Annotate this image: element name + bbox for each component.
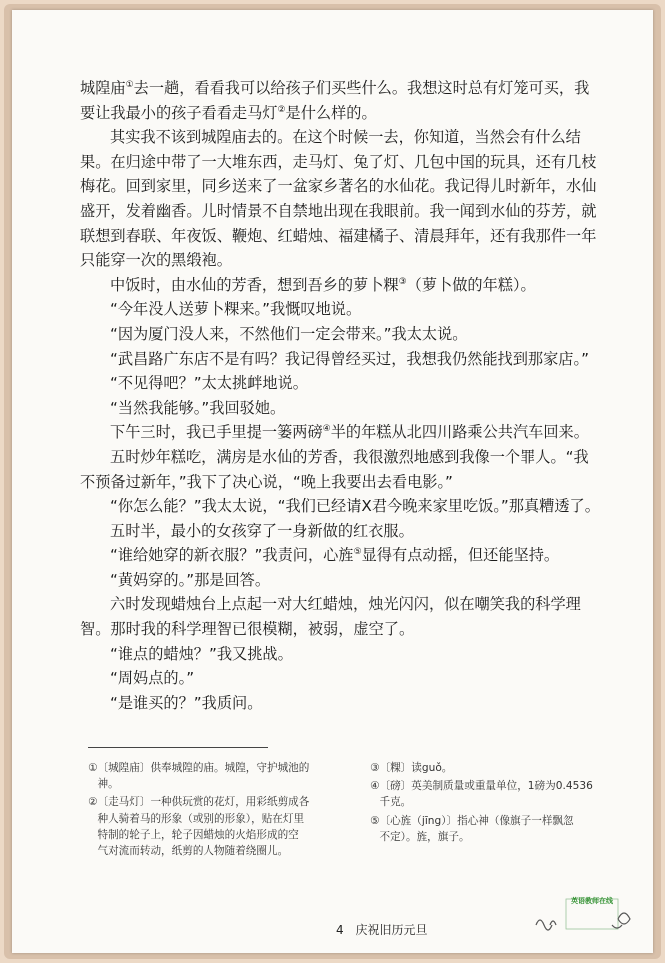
footnote (370, 813, 628, 845)
text-run: “黄妈穿的。”那是回答。 (110, 570, 271, 589)
text-run: 联想到春联、年夜饭、鞭炮、红蜡烛、福建橘子、清晨拜年，还有我那件一年 (80, 226, 597, 245)
text-line (80, 174, 628, 199)
footnote (370, 760, 628, 776)
footnote-marker: ④ (322, 424, 331, 435)
text-line (80, 297, 628, 322)
text-line (80, 691, 628, 716)
footnote-marker: ③ (398, 276, 407, 287)
footnote-marker: ⑤ (353, 547, 362, 558)
text-line (80, 199, 628, 224)
text-run: “不见得吧？”太太挑衅地说。 (110, 374, 308, 393)
text-run: 梅花。回到家里，同乡送来了一盆家乡著名的水仙花。我记得儿时新年，水仙 (80, 177, 597, 196)
footnote (370, 778, 628, 810)
text-run: “谁给她穿的新衣服？”我责问，心旌 (110, 546, 354, 565)
text-run: （萝卜做的年糕）。 (406, 275, 536, 294)
footnote (88, 760, 358, 792)
footnote (88, 794, 358, 859)
text-line (80, 666, 628, 691)
text-line (80, 347, 628, 372)
footnote-text: 〔磅〕英美制质量或重量单位，1磅为0.4536 千克。 (379, 780, 593, 809)
footnote-divider (88, 747, 268, 748)
text-run: 去一趟，看看我可以给孩子们买些什么。我想这时总有灯笼可买，我 (133, 79, 590, 97)
text-line (80, 273, 628, 298)
text-run: 五时炒年糕吃，满房是水仙的芳香，我很激烈地感到我像一个罪人。“我 (110, 447, 589, 466)
footnote-number: ① (88, 762, 98, 774)
text-line (80, 445, 628, 470)
text-run: “因为厦门没人来，不然他们一定会带来。”我太太说。 (110, 324, 468, 343)
text-line (80, 420, 628, 445)
page-footer (336, 921, 435, 938)
text-line (80, 617, 628, 642)
text-run: 半的年糕从北四川路乘公共汽车回来。 (330, 423, 589, 442)
text-run: 中饭时，由水仙的芳香，想到吾乡的萝卜粿 (110, 275, 399, 294)
text-run: 只能穿一次的黑缎袍。 (80, 251, 232, 270)
text-line (80, 101, 628, 126)
text-line (80, 543, 628, 568)
text-run: “今年没人送萝卜粿来。”我慨叹地说。 (110, 300, 362, 319)
footnote-marker: ① (125, 79, 134, 90)
text-run: 五时半，最小的女孩穿了一身新做的红衣服。 (110, 521, 414, 540)
text-line (80, 519, 628, 544)
text-run: 六时发现蜡烛台上点起一对大红蜡烛，烛光闪闪，似在嘲笑我的科学理 (110, 595, 581, 614)
text-run: 是什么样的。 (285, 103, 377, 122)
text-run: 智。那时我的科学理智已很模糊，被弱，虚空了。 (80, 620, 415, 639)
text-run: 其实我不该到城隍庙去的。在这个时候一去，你知道，当然会有什么结 (110, 128, 581, 147)
footnote-number: ⑤ (370, 814, 380, 827)
watermark-logo-text: 英语教师在线 (571, 897, 613, 905)
text-line (80, 592, 628, 617)
text-run: 显得有点动摇，但还能坚持。 (361, 546, 560, 565)
text-line (80, 568, 628, 593)
running-title: 庆祝旧历元旦 (355, 923, 428, 937)
footnote-number: ④ (370, 780, 380, 793)
footnote-text: 〔心旌（jīng）〕指心神（像旗子一样飘忽 不定）。旌，旗子。 (379, 814, 574, 843)
text-line (80, 470, 628, 495)
text-run: 要让我最小的孩子看看走马灯 (80, 103, 278, 122)
text-run: “你怎么能？”我太太说，“我们已经请X君今晚来家里吃饭。”那真糟透了。 (110, 497, 600, 516)
text-line (80, 76, 628, 101)
text-run: “谁点的蜡烛？”我又挑战。 (110, 644, 293, 663)
text-run: 果。在归途中带了一大堆东西，走马灯、兔了灯、几包中国的玩具，还有几枝 (80, 152, 597, 171)
text-line (80, 322, 628, 347)
text-line (80, 125, 628, 150)
text-run: 下午三时，我已手里提一篓两磅 (110, 423, 323, 442)
text-run: 盛开，发着幽香。儿时情景不自禁地出现在我眼前。我一闻到水仙的芬芳，就 (80, 201, 597, 220)
footnote-text: 〔走马灯〕一种供玩赏的花灯，用彩纸剪成各 种人骑着马的形象（或别的形象），贴在灯里 特制的轮子上，轮子因蜡烛的火焰形成的空 气对流而转动，纸剪的人物随着绕圈儿。 (97, 796, 310, 858)
text-run: “当然我能够。”我回驳她。 (110, 398, 286, 417)
footnotes-left (88, 760, 358, 861)
text-run: 城隍庙 (80, 79, 126, 97)
text-line (80, 224, 628, 249)
text-line (80, 150, 628, 175)
footnote-number: ② (88, 796, 98, 809)
text-line (80, 248, 628, 273)
text-line (80, 371, 628, 396)
text-run: “是谁买的？”我质问。 (110, 693, 263, 712)
text-line (80, 396, 628, 421)
text-run: 不预备过新年，”我下了决心说，“晚上我要出去看电影。” (80, 472, 453, 491)
text-run: “武昌路广东店不是有吗？我记得曾经买过，我想我仍然能找到那家店。” (110, 349, 589, 368)
footnote-text: 〔城隍庙〕供奉城隍的庙。城隍，守护城池的 神。 (97, 762, 310, 791)
footnotes-right (370, 760, 628, 847)
text-line (80, 642, 628, 667)
body-text (80, 76, 628, 715)
text-line (80, 494, 628, 519)
text-run: “周妈点的。” (110, 669, 195, 688)
footnote-text: 〔粿〕读guǒ。 (379, 762, 453, 774)
footnote-marker: ② (277, 104, 286, 115)
page-number: 4 (336, 923, 344, 937)
footnote-number: ③ (370, 762, 380, 774)
